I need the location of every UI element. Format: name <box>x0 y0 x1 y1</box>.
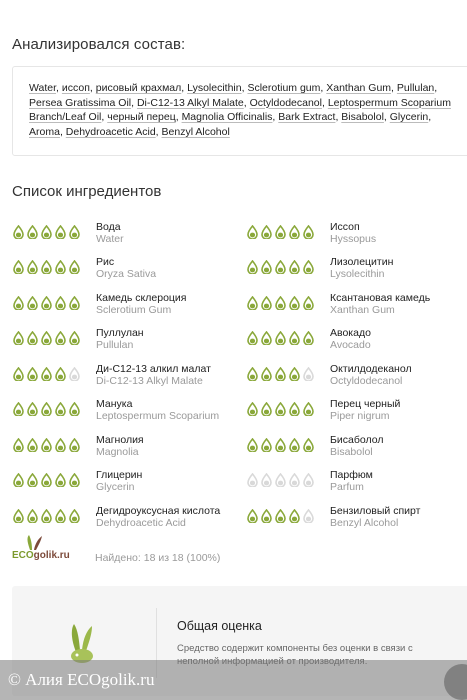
ingredient-name: Октилдодеканол <box>330 363 412 375</box>
drop-icon <box>288 438 301 457</box>
composition-ingredient[interactable]: Dehydroacetic Acid <box>65 125 156 138</box>
drop-icon <box>12 402 25 421</box>
rating-drops <box>246 331 315 350</box>
rating-drops <box>12 260 81 279</box>
drop-icon <box>302 331 315 350</box>
ingredient-row[interactable] <box>12 505 232 535</box>
drop-icon <box>54 438 67 457</box>
ingredient-latin-name: Sclerotium Gum <box>96 304 172 316</box>
ingredient-latin-name: Pullulan <box>96 339 134 351</box>
drop-icon <box>40 260 53 279</box>
drop-icon <box>26 438 39 457</box>
found-count: Найдено: 18 из 18 (100%) <box>95 552 221 564</box>
ingredient-name: Камедь склероция <box>96 292 187 304</box>
ingredient-name: Ди-С12-13 алкил малат <box>96 363 211 375</box>
rating-drops <box>246 260 315 279</box>
rating-drops <box>246 473 315 492</box>
drop-icon <box>68 331 81 350</box>
drop-icon <box>12 438 25 457</box>
drop-icon <box>68 367 81 386</box>
ingredient-row[interactable] <box>246 221 466 251</box>
brand-part-golik: golik.ru <box>33 550 70 561</box>
drop-icon <box>274 260 287 279</box>
drop-icon <box>288 225 301 244</box>
drop-icon <box>40 402 53 421</box>
drop-icon <box>68 438 81 457</box>
ingredient-latin-name: Lysolecithin <box>330 268 385 280</box>
drop-icon <box>302 367 315 386</box>
drop-icon <box>274 331 287 350</box>
drop-icon <box>26 473 39 492</box>
composition-ingredient[interactable]: Aroma <box>29 125 60 138</box>
drop-icon <box>68 509 81 528</box>
composition-ingredient[interactable]: Octyldodecanol <box>249 96 322 109</box>
composition-ingredient[interactable]: черный перец <box>107 111 176 124</box>
drop-icon <box>302 225 315 244</box>
drop-icon <box>274 509 287 528</box>
ingredient-latin-name: Magnolia <box>96 446 139 458</box>
rating-drops <box>246 367 315 386</box>
ingredient-row[interactable] <box>246 398 466 428</box>
ingredient-latin-name: Water <box>96 233 124 245</box>
ingredient-latin-name: Xanthan Gum <box>330 304 395 316</box>
drop-icon <box>288 473 301 492</box>
composition-ingredient[interactable]: Bark Extract <box>278 111 336 124</box>
ingredient-latin-name: Hyssopus <box>330 233 377 245</box>
drop-icon <box>54 509 67 528</box>
composition-ingredient[interactable]: Leptospermum Scoparium Branch/Leaf Oil <box>29 96 451 124</box>
drop-icon <box>302 438 315 457</box>
ingredient-name: Парфюм <box>330 469 373 481</box>
ingredient-latin-name: Bisabolol <box>330 446 373 458</box>
drop-icon <box>260 331 273 350</box>
drop-icon <box>40 438 53 457</box>
ingredient-row[interactable] <box>12 256 232 286</box>
ingredient-latin-name: Piper nigrum <box>330 410 390 422</box>
ingredient-name: Вода <box>96 221 121 233</box>
drop-icon <box>26 367 39 386</box>
overall-title: Общая оценка <box>177 619 262 633</box>
drop-icon <box>54 331 67 350</box>
composition-box <box>12 66 467 156</box>
ingredient-name: Манука <box>96 398 133 410</box>
drop-icon <box>54 296 67 315</box>
rabbit-icon <box>62 622 102 664</box>
drop-icon <box>246 473 259 492</box>
rating-drops <box>246 438 315 457</box>
drop-icon <box>260 473 273 492</box>
drop-icon <box>68 296 81 315</box>
drop-icon <box>26 331 39 350</box>
ingredient-latin-name: Glycerin <box>96 481 135 493</box>
drop-icon <box>302 260 315 279</box>
drop-icon <box>26 296 39 315</box>
rating-drops <box>246 402 315 421</box>
drop-icon <box>26 509 39 528</box>
drop-icon <box>288 509 301 528</box>
drop-icon <box>54 225 67 244</box>
ingredient-row[interactable] <box>12 221 232 251</box>
drop-icon <box>54 260 67 279</box>
watermark-text: © Алия ECOgolik.ru <box>8 670 155 689</box>
ingredient-latin-name: Oryza Sativa <box>96 268 157 280</box>
drop-icon <box>12 331 25 350</box>
drop-icon <box>274 438 287 457</box>
ingredient-row[interactable] <box>246 434 466 464</box>
drop-icon <box>12 367 25 386</box>
drop-icon <box>246 367 259 386</box>
drop-icon <box>288 367 301 386</box>
composition-ingredient[interactable]: Water <box>29 82 57 94</box>
ingredient-row[interactable] <box>246 327 466 357</box>
composition-ingredient[interactable]: Sclerotium gum <box>247 82 321 94</box>
ingredient-latin-name: Octyldodecanol <box>330 375 403 387</box>
drop-icon <box>40 331 53 350</box>
composition-text: Water, иссоп, рисовый крахмал, Lysolecithin, Sclerotium gum, Xanthan Gum, Pullulan, Persea Gratissima Oil, Di-C12-13 Alkyl Malate, Octyldodecanol, Leptospermum Scoparium Branch/Leaf Oil, черный перец, Magnolia Officinalis, Bark Extract, Bisabolol, Glycerin, Aroma, Dehydroacetic Acid, Benzyl Alcohol <box>29 82 451 138</box>
analyzed-heading: Анализировался состав: <box>12 36 186 53</box>
drop-icon <box>260 509 273 528</box>
composition-ingredient[interactable]: иссоп <box>61 82 90 94</box>
drop-icon <box>68 260 81 279</box>
composition-ingredient[interactable]: Persea Gratissima Oil <box>29 96 132 109</box>
drop-icon <box>246 438 259 457</box>
overall-description: Средство содержит компоненты без оценки в связи с <box>177 643 413 654</box>
drop-icon <box>246 225 259 244</box>
drop-icon <box>26 260 39 279</box>
drop-icon <box>260 225 273 244</box>
ingredient-name: Глицерин <box>96 469 143 481</box>
drop-icon <box>302 402 315 421</box>
drop-icon <box>246 402 259 421</box>
drop-icon <box>288 296 301 315</box>
drop-icon <box>26 402 39 421</box>
ingredient-name: Пуллулан <box>96 327 144 339</box>
ingredient-row[interactable] <box>246 363 466 393</box>
rating-drops <box>12 296 81 315</box>
composition-ingredient[interactable]: Bisabolol <box>341 111 384 124</box>
ingredient-name: Перец черный <box>330 398 401 410</box>
drop-icon <box>246 331 259 350</box>
drop-icon <box>288 402 301 421</box>
drop-icon <box>260 367 273 386</box>
ecogolik-logo[interactable] <box>12 540 84 568</box>
ingredient-name: Авокадо <box>330 327 371 339</box>
drop-icon <box>40 367 53 386</box>
ingredient-latin-name: Parfum <box>330 481 364 493</box>
ingredient-name: Бензиловый спирт <box>330 505 421 517</box>
drop-icon <box>54 367 67 386</box>
rating-drops <box>12 225 81 244</box>
ingredient-name: Магнолия <box>96 434 144 446</box>
drop-icon <box>40 296 53 315</box>
ingredient-name: Бисаболол <box>330 434 384 446</box>
ingredient-row[interactable] <box>12 434 232 464</box>
rating-drops <box>12 367 81 386</box>
drop-icon <box>302 509 315 528</box>
rating-drops <box>246 296 315 315</box>
ingredient-row[interactable] <box>246 292 466 322</box>
composition-ingredient[interactable]: Magnolia Officinalis <box>181 111 273 124</box>
drop-icon <box>246 296 259 315</box>
drop-icon <box>54 473 67 492</box>
watermark-bar <box>0 660 467 700</box>
ingredient-row[interactable] <box>12 292 232 322</box>
composition-ingredient[interactable]: Pullulan <box>396 82 435 94</box>
drop-icon <box>246 260 259 279</box>
rating-drops <box>12 509 81 528</box>
drop-icon <box>274 296 287 315</box>
brand-part-eco: ECO <box>12 550 34 561</box>
ingredients-heading: Список ингредиентов <box>12 183 162 200</box>
drop-icon <box>302 296 315 315</box>
ingredient-row[interactable] <box>12 469 232 499</box>
rating-drops <box>12 402 81 421</box>
ingredient-latin-name: Di-C12-13 Alkyl Malate <box>96 375 203 387</box>
composition-ingredient[interactable]: рисовый крахмал <box>95 82 182 94</box>
composition-ingredient[interactable]: Xanthan Gum <box>326 82 392 94</box>
drop-icon <box>12 225 25 244</box>
ingredient-name: Лизолецитин <box>330 256 394 268</box>
ingredient-latin-name: Benzyl Alcohol <box>330 517 399 529</box>
composition-ingredient[interactable]: Benzyl Alcohol <box>161 125 230 138</box>
drop-icon <box>260 438 273 457</box>
ingredient-latin-name: Leptospermum Scoparium <box>96 410 220 422</box>
composition-ingredient[interactable]: Glycerin <box>389 111 429 124</box>
drop-icon <box>40 509 53 528</box>
ingredient-name: Иссоп <box>330 221 360 233</box>
drop-icon <box>274 402 287 421</box>
drop-icon <box>68 473 81 492</box>
rating-drops <box>12 473 81 492</box>
rating-drops <box>246 225 315 244</box>
drop-icon <box>12 473 25 492</box>
drop-icon <box>288 331 301 350</box>
drop-icon <box>274 473 287 492</box>
drop-icon <box>274 225 287 244</box>
ingredient-name: Рис <box>96 256 115 268</box>
drop-icon <box>260 260 273 279</box>
ingredient-name: Дегидроуксусная кислота <box>96 505 221 517</box>
drop-icon <box>12 260 25 279</box>
rating-drops <box>12 438 81 457</box>
drop-icon <box>68 402 81 421</box>
drop-icon <box>12 509 25 528</box>
ingredient-row[interactable] <box>246 469 466 499</box>
composition-ingredient[interactable]: Di-C12-13 Alkyl Malate <box>136 96 244 109</box>
composition-ingredient[interactable]: Lysolecithin <box>187 82 242 94</box>
ingredient-row[interactable] <box>12 327 232 357</box>
drop-icon <box>288 260 301 279</box>
drop-icon <box>40 225 53 244</box>
ingredient-latin-name: Dehydroacetic Acid <box>96 517 186 529</box>
drop-icon <box>260 296 273 315</box>
drop-icon <box>40 473 53 492</box>
rating-drops <box>12 331 81 350</box>
rating-drops <box>246 509 315 528</box>
drop-icon <box>54 402 67 421</box>
drop-icon <box>68 225 81 244</box>
ingredient-row[interactable] <box>246 505 466 535</box>
drop-icon <box>302 473 315 492</box>
drop-icon <box>26 225 39 244</box>
brand-name <box>12 550 70 561</box>
ingredient-name: Ксантановая камедь <box>330 292 431 304</box>
ingredient-row[interactable] <box>12 363 232 393</box>
drop-icon <box>246 509 259 528</box>
drop-icon <box>274 367 287 386</box>
drop-icon <box>260 402 273 421</box>
drop-icon <box>12 296 25 315</box>
ingredient-latin-name: Avocado <box>330 339 371 351</box>
ingredient-row[interactable] <box>246 256 466 286</box>
ingredient-row[interactable] <box>12 398 232 428</box>
